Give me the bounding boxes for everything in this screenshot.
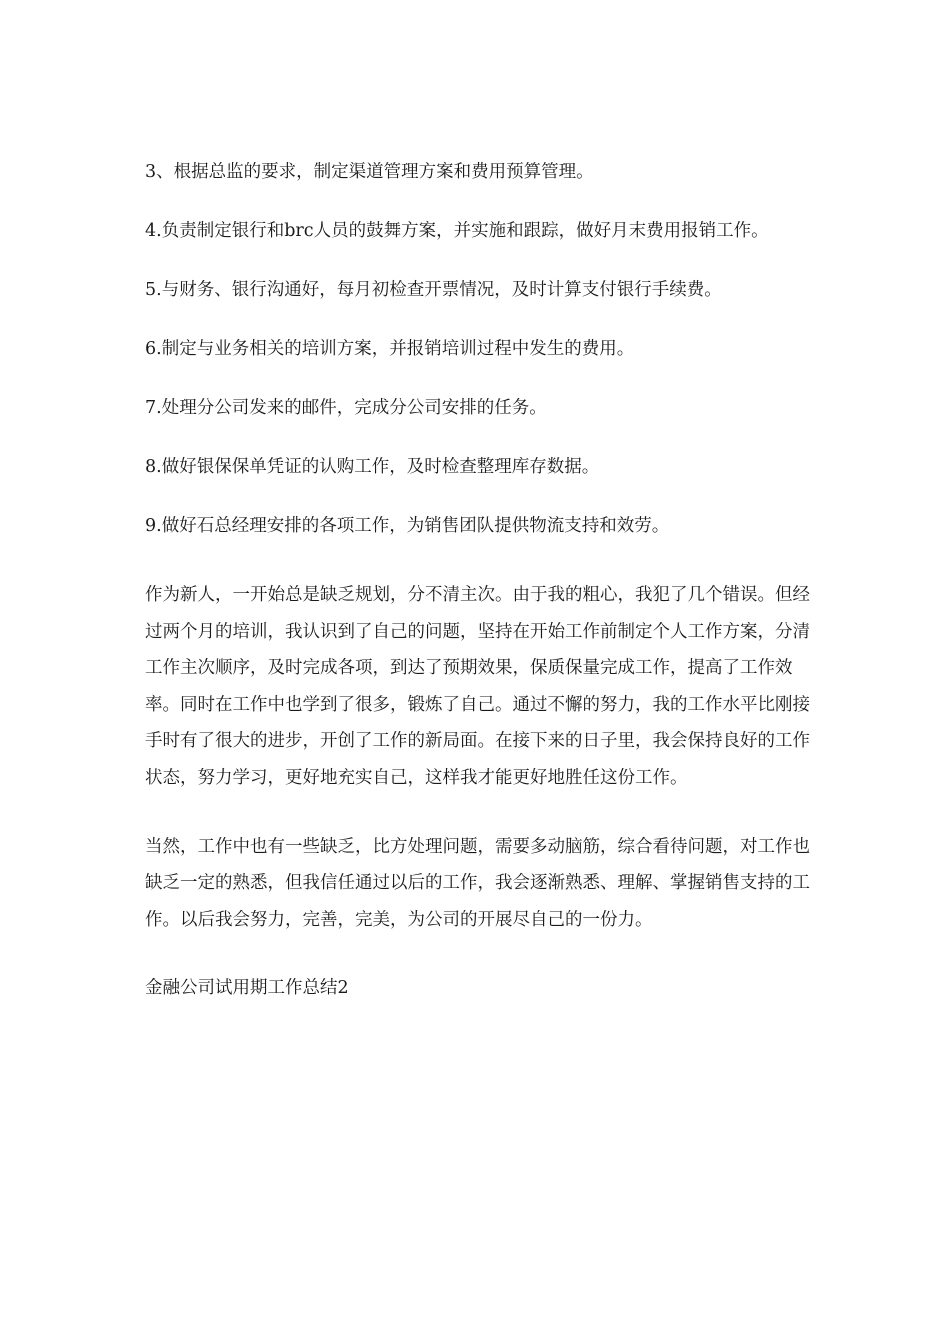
list-item: 3、根据总监的要求，制定渠道管理方案和费用预算管理。	[145, 162, 594, 182]
list-item: 9.做好石总经理安排的各项工作，为销售团队提供物流支持和效劳。	[145, 516, 670, 536]
document-body	[145, 154, 810, 1007]
body-paragraph: 作为新人，一开始总是缺乏规划，分不清主次。由于我的粗心，我犯了几个错误。但经过两个月的培训，我认识到了自己的问题，坚持在开始工作前制定个人工作方案，分清工作主次顺序，及时完成各项，到达了预期效果，保质保量完成工作，提高了工作效率。同时在工作中也学到了很多，锻炼了自己。通过不懈的努力，我的工作水平比刚接手时有了很大的进步，开创了工作的新局面。在接下来的日子里，我会保持良好的工作状态，努力学习，更好地充实自己，这样我才能更好地胜任这份工作。	[145, 585, 810, 788]
list-item: 5.与财务、银行沟通好，每月初检查开票情况，及时计算支付银行手续费。	[145, 280, 722, 300]
list-item: 6.制定与业务相关的培训方案，并报销培训过程中发生的费用。	[145, 339, 635, 359]
section-heading: 金融公司试用期工作总结2	[145, 978, 349, 999]
list-item: 7.处理分公司发来的邮件，完成分公司安排的任务。	[145, 398, 547, 418]
body-paragraph: 当然，工作中也有一些缺乏，比方处理问题，需要多动脑筋，综合看待问题，对工作也缺乏一定的熟悉，但我信任通过以后的工作，我会逐渐熟悉、理解、掌握销售支持的工作。以后我会努力，完善，完美，为公司的开展尽自己的一份力。	[145, 836, 810, 930]
list-item: 8.做好银保保单凭证的认购工作，及时检查整理库存数据。	[145, 457, 600, 477]
list-item: 4.负责制定银行和brc人员的鼓舞方案，并实施和跟踪，做好月末费用报销工作。	[145, 221, 769, 241]
